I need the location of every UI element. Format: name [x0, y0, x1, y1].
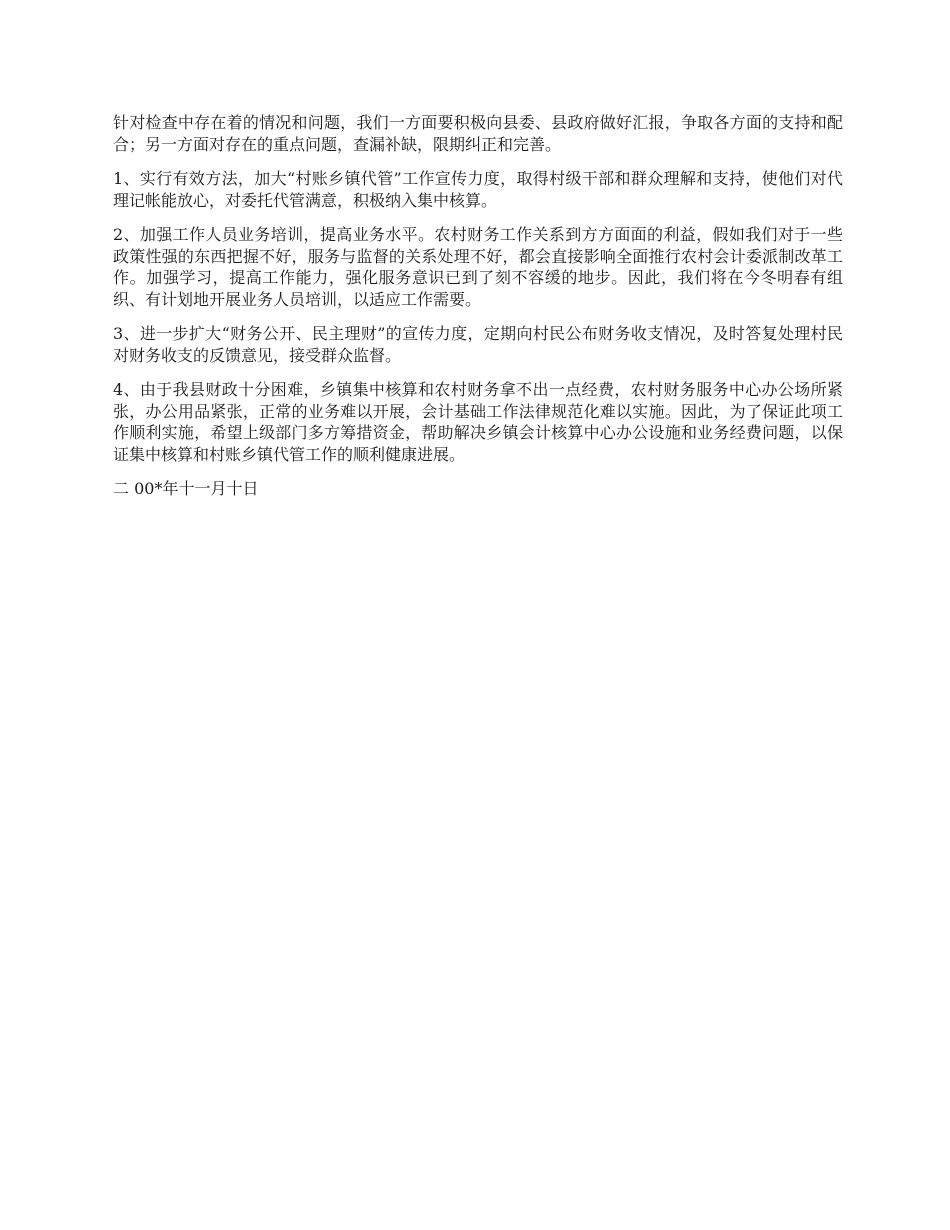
- document-body: [113, 112, 843, 500]
- intro-paragraph: 针对检查中存在着的情况和问题，我们一方面要积极向县委、县政府做好汇报，争取各方面的支持和配合；另一方面对存在的重点问题，查漏补缺，限期纠正和完善。: [113, 113, 843, 154]
- document-date: 二 00*年十一月十日: [113, 479, 259, 498]
- item-paragraph-4: 4、由于我县财政十分困难，乡镇集中核算和农村财务拿不出一点经费，农村财务服务中心办公场所紧张，办公用品紧张，正常的业务难以开展，会计基础工作法律规范化难以实施。因此，为了保证此项工作顺利实施，希望上级部门多方筹措资金，帮助解决乡镇会计核算中心办公设施和业务经费问题，以保证集中核算和村账乡镇代管工作的顺利健康进展。: [113, 380, 843, 464]
- item-paragraph-2: 2、加强工作人员业务培训，提高业务水平。农村财务工作关系到方方面面的利益，假如我们对于一些政策性强的东西把握不好，服务与监督的关系处理不好，都会直接影响全面推行农村会计委派制改革工作。加强学习，提高工作能力，强化服务意识已到了刻不容缓的地步。因此，我们将在今冬明春有组织、有计划地开展业务人员培训，以适应工作需要。: [113, 225, 843, 309]
- item-paragraph-1: 1、实行有效方法，加大“村账乡镇代管”工作宣传力度，取得村级干部和群众理解和支持，使他们对代理记帐能放心，对委托代管满意，积极纳入集中核算。: [113, 169, 843, 210]
- item-paragraph-3: 3、进一步扩大“财务公开、民主理财”的宣传力度，定期向村民公布财务收支情况，及时答复处理村民对财务收支的反馈意见，接受群众监督。: [113, 324, 843, 365]
